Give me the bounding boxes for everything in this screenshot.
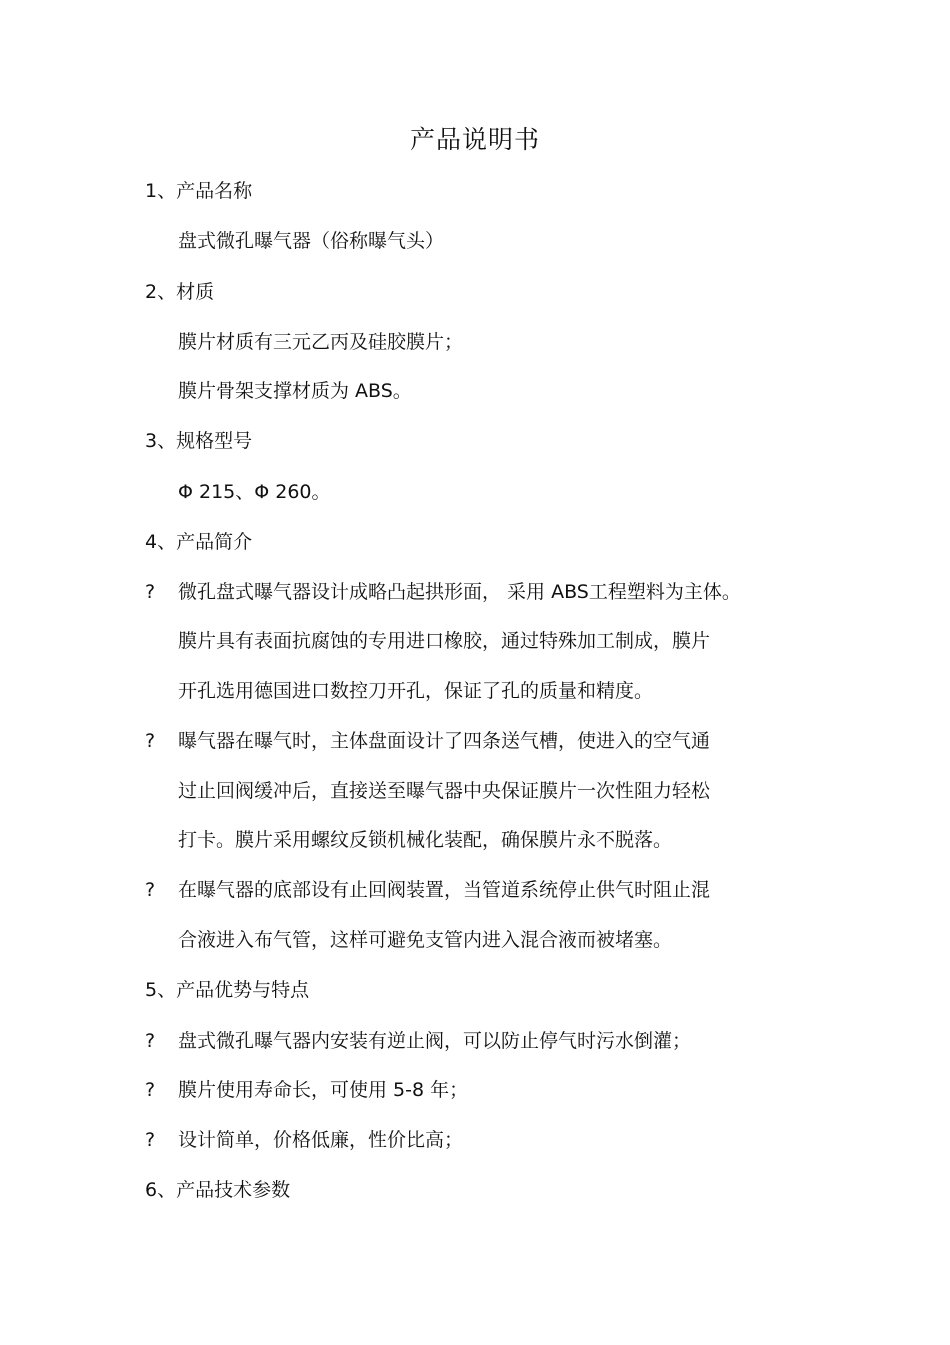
bullet-line: 膜片具有表面抗腐蚀的专用进口橡胶，通过特殊加工制成，膜片 — [178, 630, 711, 652]
bullet-marker: ? — [145, 1030, 156, 1052]
bullet-marker: ? — [145, 1079, 156, 1101]
bullet-line: 过止回阀缓冲后，直接送至曝气器中央保证膜片一次性阻力轻松 — [178, 780, 711, 802]
paragraph-line: 盘式微孔曝气器（俗称曝气头） — [178, 230, 445, 252]
bullet-line: 打卡。膜片采用螺纹反锁机械化装配，确保膜片永不脱落。 — [178, 829, 673, 851]
bullet-line: 设计简单，价格低廉，性价比高； — [178, 1129, 464, 1151]
bullet-line: 在曝气器的底部设有止回阀装置，当管道系统停止供气时阻止混 — [178, 879, 711, 901]
section-heading: 4、产品简介 — [145, 531, 253, 553]
paragraph-line: 膜片材质有三元乙丙及硅胶膜片； — [178, 331, 464, 353]
section-heading: 1、产品名称 — [145, 180, 253, 202]
document-title: 产品说明书 — [409, 125, 540, 154]
bullet-line: 微孔盘式曝气器设计成略凸起拱形面， 采用 ABS工程塑料为主体。 — [178, 581, 741, 603]
paragraph-line: 膜片骨架支撑材质为 ABS。 — [178, 380, 412, 402]
bullet-line: 曝气器在曝气时，主体盘面设计了四条送气槽，使进入的空气通 — [178, 730, 711, 752]
bullet-line: 盘式微孔曝气器内安装有逆止阀，可以防止停气时污水倒灌； — [178, 1030, 692, 1052]
bullet-line: 膜片使用寿命长，可使用 5-8 年； — [178, 1079, 469, 1101]
section-heading: 3、规格型号 — [145, 430, 253, 452]
section-heading: 6、产品技术参数 — [145, 1179, 291, 1201]
bullet-marker: ? — [145, 730, 156, 752]
section-heading: 2、材质 — [145, 281, 215, 303]
paragraph-line: Φ 215、Φ 260。 — [178, 481, 331, 503]
bullet-line: 开孔选用德国进口数控刀开孔，保证了孔的质量和精度。 — [178, 680, 654, 702]
bullet-marker: ? — [145, 1129, 156, 1151]
bullet-line: 合液进入布气管，这样可避免支管内进入混合液而被堵塞。 — [178, 929, 673, 951]
section-heading: 5、产品优势与特点 — [145, 979, 310, 1001]
bullet-marker: ? — [145, 581, 156, 603]
bullet-marker: ? — [145, 879, 156, 901]
